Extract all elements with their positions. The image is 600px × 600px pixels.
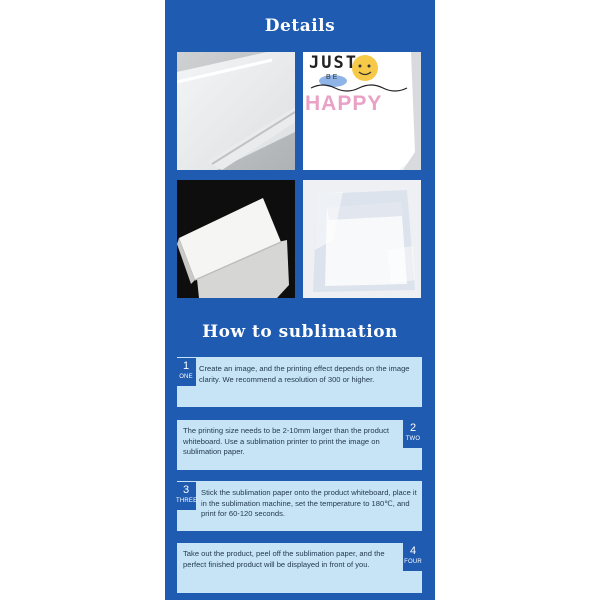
step-2-word: TWO: [405, 436, 421, 442]
step-2-number: 2: [409, 422, 417, 434]
step-1-number: 1: [182, 360, 190, 372]
details-title: Details: [264, 16, 336, 36]
towel-print-be: BE: [326, 74, 340, 81]
step-3-text: Stick the sublimation paper onto the product whiteboard, place it in the sublimation machine, set the temperature to 180℃, and print for 60-120 seconds.: [201, 488, 417, 518]
step-4-badge: [403, 543, 423, 571]
step-1-word: ONE: [179, 374, 193, 380]
step-4-text: Take out the product, peel off the sublimation paper, and the perfect finished product will be displayed in front of you.: [183, 549, 385, 569]
towel-corner-photo: [177, 52, 295, 170]
printed-towel-photo: [303, 52, 421, 170]
step-2-text: The printing size needs to be 2-10mm larger than the product whiteboard. Use a sublimation printer to print the image on sublimation paper.: [183, 426, 389, 456]
step-1-badge: [176, 358, 196, 386]
step-3-number: 3: [182, 484, 190, 496]
step-3-word: THREE: [176, 498, 198, 504]
step-4-number: 4: [409, 545, 417, 557]
step-1-text: Create an image, and the printing effect depends on the image clarity. We recommend a resolution of 300 or higher.: [199, 364, 410, 384]
how-to-title: How to sublimation: [202, 322, 398, 342]
towel-print-happy: HAPPY: [305, 92, 383, 115]
towel-print-just: JUST: [309, 53, 358, 73]
step-3-badge: [176, 482, 196, 510]
step-2-badge: [403, 420, 423, 448]
fabric-on-black-photo: [177, 180, 295, 298]
packaged-towel-photo: [303, 180, 421, 298]
step-4-word: FOUR: [404, 559, 422, 565]
